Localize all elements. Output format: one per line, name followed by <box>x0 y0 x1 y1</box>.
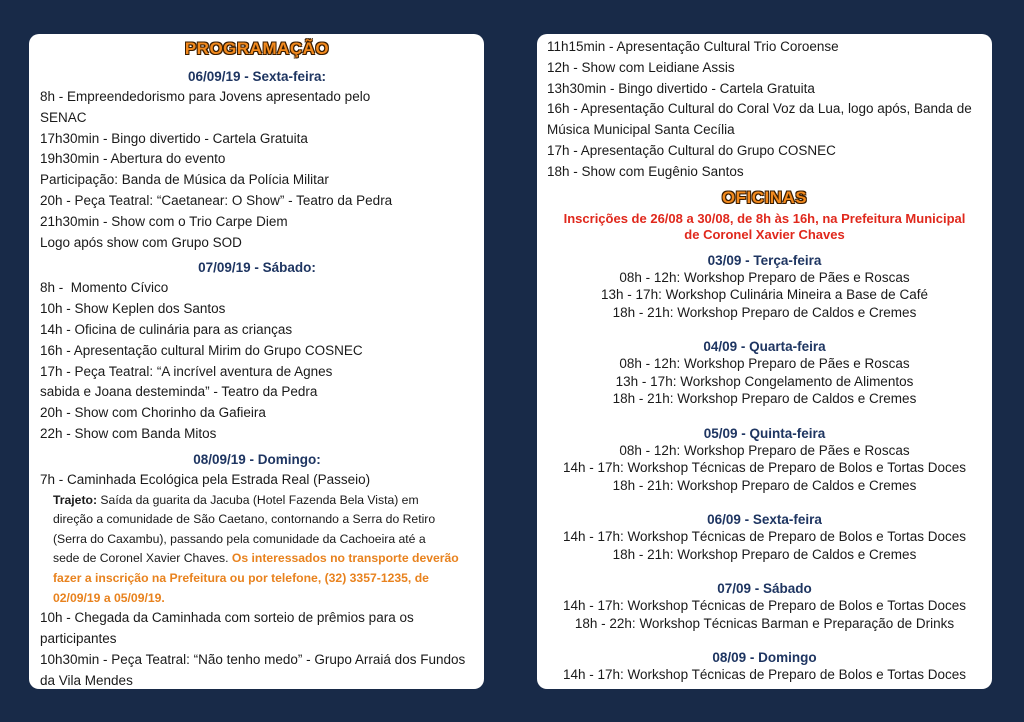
workshop-session: 18h - 21h: Workshop Preparo de Caldos e Cremes <box>612 391 917 407</box>
workshop-day-heading: 04/09 - Quarta-feira <box>703 339 826 355</box>
route-line: sede de Coronel Xavier Chaves. <box>53 551 232 566</box>
schedule-item: Participação: Banda de Música da Polícia Militar <box>40 172 329 188</box>
day-heading-saturday: 07/09/19 - Sábado: <box>198 260 316 276</box>
schedule-item: 18h - Show com Eugênio Santos <box>547 163 744 179</box>
workshop-session: 14h - 17h: Workshop Técnicas de Preparo de Bolos e Tortas Doces <box>563 460 966 476</box>
route-line: (Serra do Caxambu), passando pela comunidade da Cachoeira até a <box>53 531 426 546</box>
schedule-item: 12h - Show com Leidiane Assis <box>547 59 735 75</box>
workshop-session: 08h - 12h: Workshop Preparo de Pães e Roscas <box>619 356 910 372</box>
schedule-item: 21h30min - Show com o Trio Carpe Diem <box>40 213 288 229</box>
workshop-day <box>547 580 982 632</box>
schedule-item: 19h30min - Abertura do evento <box>40 151 226 167</box>
programacao-title: PROGRAMAÇÃO <box>184 39 330 58</box>
workshop-day-heading: 06/09 - Sexta-feira <box>707 512 822 528</box>
schedule-item: 22h - Show com Banda Mitos <box>40 425 217 441</box>
registration-line: Inscrições de 26/08 a 30/08, de 8h às 16h, na Prefeitura Municipal <box>563 210 966 226</box>
schedule-item: 10h - Show Keplen dos Santos <box>40 301 226 317</box>
schedule-item: 16h - Apresentação Cultural do Coral Voz da Lua, logo após, Banda de <box>547 101 972 117</box>
workshop-day-heading: 08/09 - Domingo <box>712 650 817 666</box>
workshop-session: 13h - 17h: Workshop Congelamento de Alimentos <box>615 373 914 389</box>
sunday-continued-items <box>547 37 982 183</box>
workshop-session: 08h - 12h: Workshop Preparo de Pães e Roscas <box>619 442 910 458</box>
schedule-item: 8h - Momento Cívico <box>40 280 169 296</box>
workshop-session: 18h - 21h: Workshop Preparo de Caldos e Cremes <box>612 304 917 320</box>
registration-notice <box>547 211 982 243</box>
workshop-session: 14h - 17h: Workshop Técnicas de Preparo de Bolos e Tortas Doces <box>563 529 966 545</box>
workshop-day <box>547 425 982 495</box>
schedule-item: 20h - Peça Teatral: “Caetanear: O Show” - Teatro da Pedra <box>40 192 393 208</box>
schedule-item: 16h - Apresentação cultural Mirim do Grupo COSNEC <box>40 342 363 358</box>
day-heading-sunday: 08/09/19 - Domingo: <box>193 451 321 467</box>
schedule-item: participantes <box>40 630 117 646</box>
schedule-item: 7h - Caminhada Ecológica pela Estrada Real (Passeio) <box>40 471 371 487</box>
schedule-item: Logo após show com Grupo SOD <box>40 234 242 250</box>
workshop-day <box>547 511 982 563</box>
schedule-item: 17h - Peça Teatral: “A incrível aventura de Agnes <box>40 363 333 379</box>
transport-notice: 02/09/19 a 05/09/19. <box>53 590 165 605</box>
route-label: Trajeto: <box>53 492 98 507</box>
schedule-item: 10h30min - Peça Teatral: “Não tenho medo” - Grupo Arraiá dos Fundos <box>40 651 466 667</box>
transport-notice: Os interessados no transporte deverão <box>231 551 459 566</box>
workshop-day <box>547 252 982 322</box>
workshop-day <box>547 338 982 408</box>
workshop-day-heading: 07/09 - Sábado <box>717 581 812 597</box>
schedule-item: 14h - Oficina de culinária para as crianças <box>40 321 293 337</box>
day-friday-items <box>40 87 474 253</box>
schedule-item: sabida e Joana desteminda” - Teatro da Pedra <box>40 384 318 400</box>
schedule-item: 8h - Empreendedorismo para Jovens apresentado pelo <box>40 89 371 104</box>
route-description <box>40 491 474 609</box>
day-heading-friday: 06/09/19 - Sexta-feira: <box>187 69 327 84</box>
schedule-item: 13h30min - Bingo divertido - Cartela Gratuita <box>547 80 815 96</box>
workshop-day-heading: 05/09 - Quinta-feira <box>703 425 826 441</box>
schedule-item: 17h30min - Bingo divertido - Cartela Gratuita <box>40 130 308 146</box>
schedule-item: 17h - Apresentação Cultural do Grupo COSNEC <box>547 142 836 158</box>
schedule-item: Música Municipal Santa Cecília <box>547 122 735 138</box>
transport-notice: fazer a inscrição na Prefeitura ou por telefone, (32) 3357-1235, de <box>53 570 429 585</box>
schedule-item: 11h15min - Apresentação Cultural Trio Coroense <box>547 39 839 54</box>
oficinas-title: OFICINAS <box>721 187 808 207</box>
workshop-session: 18h - 22h: Workshop Técnicas Barman e Preparação de Drinks <box>574 615 955 631</box>
workshop-session: 18h - 21h: Workshop Preparo de Caldos e Cremes <box>612 477 917 493</box>
schedule-item: SENAC <box>40 109 87 125</box>
schedule-item: da Vila Mendes <box>40 672 133 688</box>
workshop-session: 14h - 17h: Workshop Técnicas de Preparo de Bolos e Tortas Doces <box>563 667 966 683</box>
day-saturday-items <box>40 278 474 444</box>
route-line: direção a comunidade de São Caetano, contornando a Serra do Retiro <box>53 512 436 527</box>
workshop-session: 08h - 12h: Workshop Preparo de Pães e Roscas <box>619 269 910 285</box>
schedule-item: 20h - Show com Chorinho da Gafieira <box>40 405 266 421</box>
registration-line: de Coronel Xavier Chaves <box>684 226 845 242</box>
programacao-panel <box>29 34 484 689</box>
workshop-day-heading: 03/09 - Terça-feira <box>707 252 822 268</box>
workshop-session: 13h - 17h: Workshop Culinária Mineira a Base de Café <box>601 287 928 303</box>
workshop-session: 14h - 17h: Workshop Técnicas de Preparo de Bolos e Tortas Doces <box>563 598 966 614</box>
workshop-session: 18h - 21h: Workshop Preparo de Caldos e Cremes <box>612 546 917 562</box>
oficinas-panel <box>537 34 992 689</box>
day-sunday-items <box>40 470 474 689</box>
route-line: Saída da guarita da Jacuba (Hotel Fazenda Bela Vista) em <box>97 492 419 507</box>
workshop-day <box>547 649 982 684</box>
schedule-item: 10h - Chegada da Caminhada com sorteio de prêmios para os <box>40 610 414 626</box>
